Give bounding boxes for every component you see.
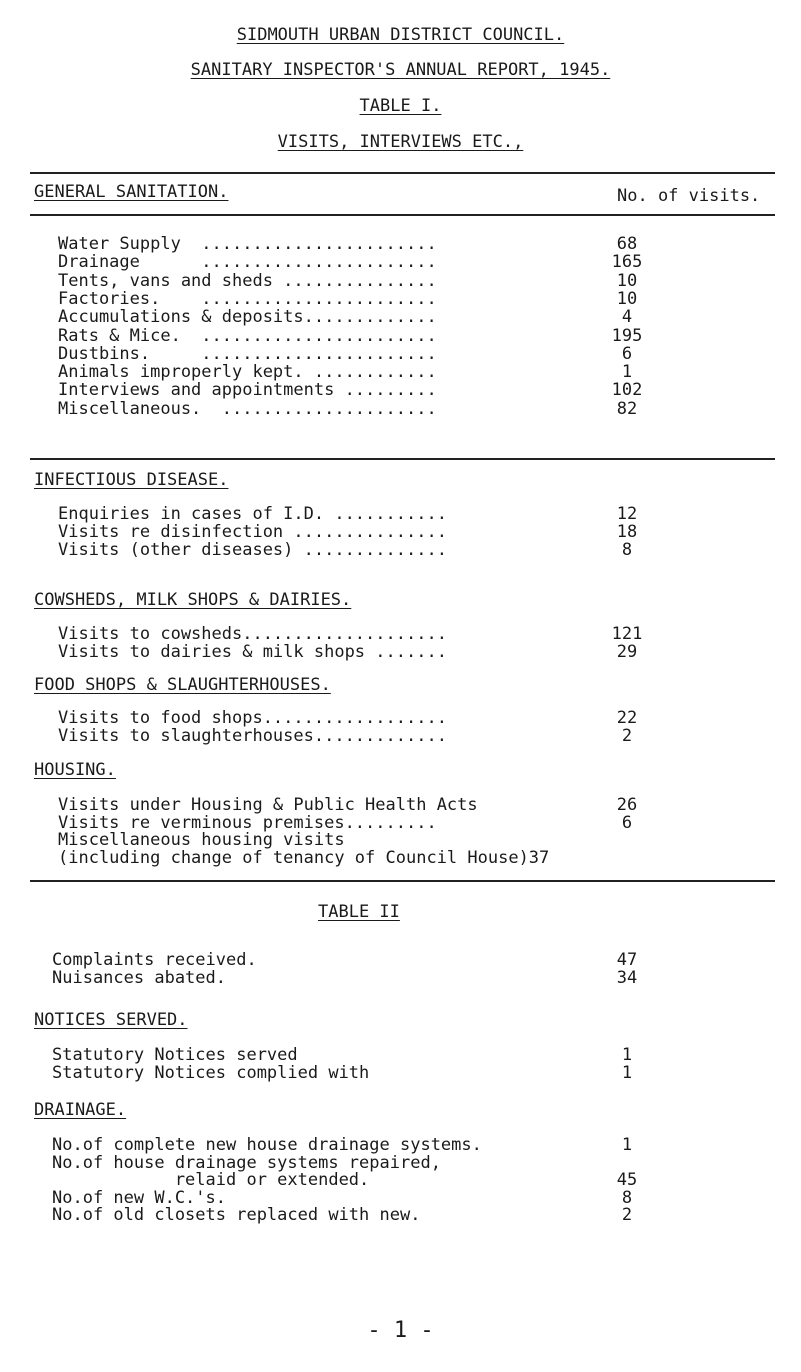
visits-column-heading: No. of visits.: [617, 186, 761, 206]
list-item: [58, 362, 778, 382]
table1-title: TABLE I.: [359, 96, 442, 116]
list-item: [52, 968, 772, 988]
list-item: [58, 540, 778, 560]
divider: [30, 880, 775, 882]
item-count: 34: [616, 968, 638, 988]
item-label: Visits to cowsheds....................: [58, 624, 447, 644]
report-title: SANITARY INSPECTOR'S ANNUAL REPORT, 1945.: [190, 60, 611, 80]
item-count: 22: [616, 708, 638, 728]
infectious-heading: INFECTIOUS DISEASE.: [34, 470, 229, 490]
item-count: 6: [621, 343, 633, 364]
item-count: 1: [621, 1045, 633, 1065]
list-item: [58, 271, 778, 291]
list-item: [58, 344, 778, 364]
list-item: [58, 307, 778, 327]
item-label: No.of complete new house drainage systems.: [52, 1135, 482, 1155]
table2-title: TABLE II: [318, 902, 400, 922]
item-label: Drainage .......................: [58, 252, 437, 273]
notices-heading: NOTICES SERVED.: [34, 1010, 188, 1030]
item-label: relaid or extended.: [52, 1170, 370, 1190]
item-label: Accumulations & deposits.............: [58, 307, 437, 328]
item-count: 1: [621, 1135, 633, 1155]
item-count: 1: [621, 362, 633, 383]
item-count: 165: [611, 252, 643, 273]
item-label: Factories. .......................: [58, 288, 437, 309]
item-label: (including change of tenancy of Council House)37: [58, 847, 550, 868]
divider: [30, 458, 775, 460]
divider: [30, 214, 775, 216]
item-label: Visits re disinfection ...............: [58, 522, 447, 542]
item-label: Statutory Notices served: [52, 1045, 298, 1065]
list-item: [58, 522, 778, 542]
item-count: 18: [616, 522, 638, 542]
item-label: Animals improperly kept. ............: [58, 362, 437, 383]
item-label: Rats & Mice. .......................: [58, 325, 437, 346]
item-label: Complaints received.: [52, 950, 257, 970]
food-heading: FOOD SHOPS & SLAUGHTERHOUSES.: [34, 675, 331, 695]
item-label: No.of new W.C.'s.: [52, 1187, 226, 1208]
item-label: Interviews and appointments .........: [58, 380, 437, 401]
item-count: 8: [621, 1187, 633, 1208]
item-label: Tents, vans and sheds ...............: [58, 270, 437, 291]
page-number: - 1 -: [367, 1318, 434, 1343]
housing-heading: HOUSING.: [34, 760, 116, 780]
item-count: 121: [611, 624, 643, 644]
list-item: [58, 848, 778, 868]
item-count: 68: [616, 234, 638, 254]
list-item: [58, 504, 778, 524]
item-label: No.of house drainage systems repaired,: [52, 1152, 441, 1173]
item-count: 1: [621, 1063, 633, 1083]
divider: [30, 172, 775, 174]
item-count: 82: [616, 398, 638, 419]
list-item: [58, 708, 778, 728]
item-label: Visits under Housing & Public Health Acts: [58, 795, 478, 815]
drainage-heading: DRAINAGE.: [34, 1100, 127, 1120]
item-label: Visits to dairies & milk shops .......: [58, 642, 447, 662]
list-item: [58, 380, 778, 400]
item-label: Water Supply .......................: [58, 234, 437, 254]
cowsheds-heading: COWSHEDS, MILK SHOPS & DAIRIES.: [34, 590, 352, 610]
list-item: [58, 252, 778, 272]
item-label: No.of old closets replaced with new.: [52, 1205, 421, 1225]
list-item: [52, 1205, 772, 1225]
item-label: Visits (other diseases) ..............: [58, 540, 447, 560]
list-item: [58, 326, 778, 346]
item-label: Visits re verminous premises.........: [58, 812, 437, 833]
item-label: Visits to slaughterhouses.............: [58, 726, 447, 746]
item-label: Miscellaneous. .....................: [58, 398, 437, 419]
list-item: [52, 1045, 772, 1065]
item-count: 29: [616, 642, 638, 662]
item-count: 8: [621, 540, 633, 560]
list-item: [58, 399, 778, 419]
item-label: Dustbins. .......................: [58, 343, 437, 364]
table1-subtitle: VISITS, INTERVIEWS ETC.,: [277, 132, 524, 152]
item-label: Statutory Notices complied with: [52, 1063, 370, 1083]
item-label: Miscellaneous housing visits: [58, 830, 345, 850]
list-item: [58, 726, 778, 746]
item-count: 6: [621, 812, 633, 833]
item-count: 10: [616, 288, 638, 309]
item-count: 26: [616, 795, 638, 815]
item-count: 102: [611, 380, 643, 401]
item-count: 45: [616, 1170, 638, 1190]
item-count: 47: [616, 950, 638, 970]
list-item: [58, 289, 778, 309]
list-item: [58, 642, 778, 662]
general-heading: GENERAL SANITATION.: [34, 182, 229, 202]
item-label: Visits to food shops..................: [58, 708, 447, 728]
item-label: Nuisances abated.: [52, 968, 226, 988]
list-item: [52, 950, 772, 970]
item-count: 10: [616, 270, 638, 291]
item-count: 4: [621, 307, 633, 328]
council-title: SIDMOUTH URBAN DISTRICT COUNCIL.: [236, 25, 565, 45]
list-item: [58, 624, 778, 644]
item-count: 2: [621, 726, 633, 746]
item-count: 2: [621, 1205, 633, 1225]
item-count: 195: [611, 325, 643, 346]
list-item: [52, 1063, 772, 1083]
list-item: [58, 234, 778, 254]
item-count: 12: [616, 504, 638, 524]
item-label: Enquiries in cases of I.D. ...........: [58, 504, 447, 524]
